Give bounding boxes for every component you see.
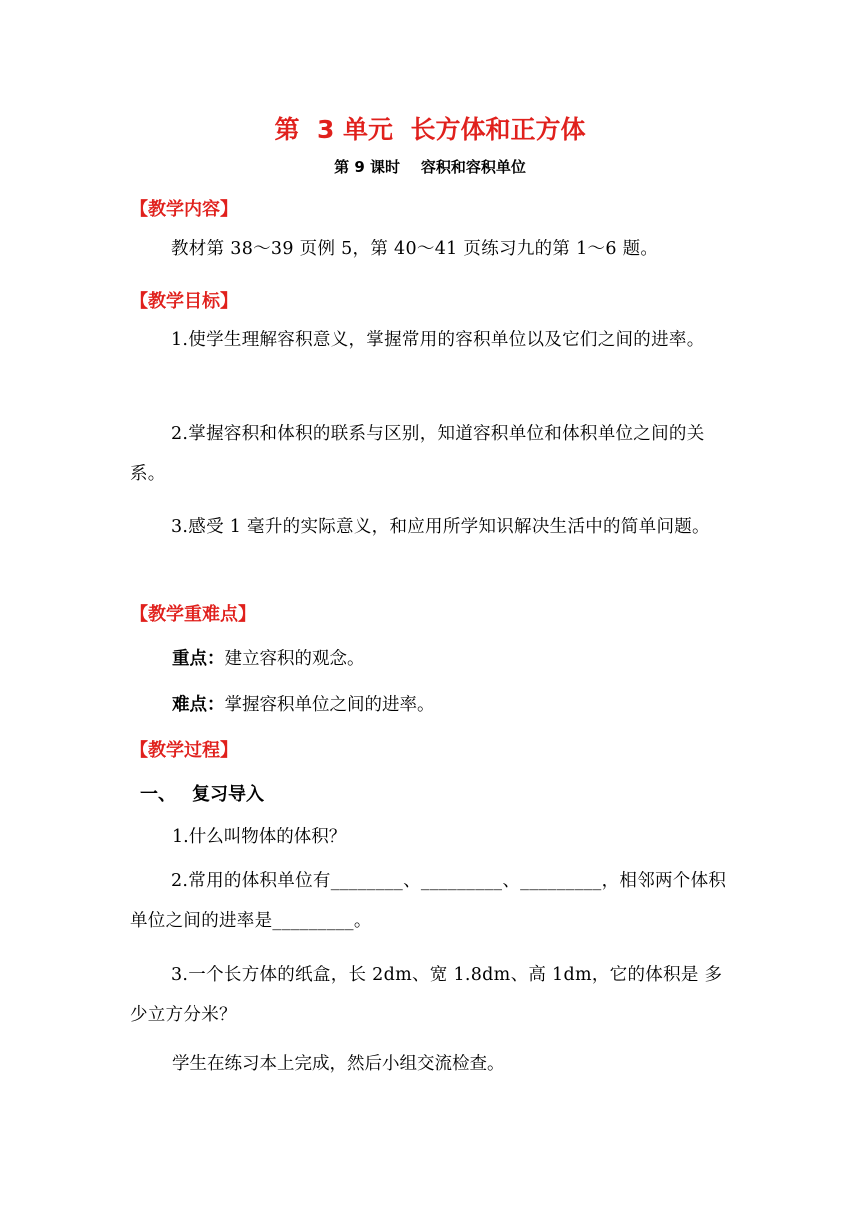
content-heading: 【教学内容】 — [130, 199, 238, 220]
lesson-subtitle: 第 9 课时 容积和容积单位 — [334, 158, 526, 176]
question-1: 1.什么叫物体的体积？ — [172, 827, 347, 847]
key-point-label: 重点： — [172, 649, 225, 669]
goal-item-2: 2.掌握容积和体积的联系与区别，知道容积单位和体积单位之间的关系。 — [130, 424, 705, 484]
content-text: 教材第 38～39 页例 5，第 40～41 页练习九的第 1～6 题。 — [171, 239, 659, 259]
step-number: 一、 — [140, 784, 176, 805]
goal-item-3: 3.感受 1 毫升的实际意义，和应用所学知识解决生活中的简单问题。 — [171, 517, 710, 537]
step-heading — [140, 780, 264, 806]
process-heading: 【教学过程】 — [130, 740, 238, 761]
goal-item-1: 1.使学生理解容积意义，掌握常用的容积单位以及它们之间的进率。 — [171, 330, 705, 350]
key-points-heading: 【教学重难点】 — [130, 604, 256, 625]
question-3: 3.一个长方体的纸盒，长 2dm、宽 1.8dm、高 1dm，它的体积是 多少立方分米？ — [130, 965, 723, 1025]
unit-title: 第 3 单元 长方体和正方体 — [274, 115, 586, 144]
practice-note: 学生在练习本上完成，然后小组交流检查。 — [172, 1054, 505, 1074]
goals-heading: 【教学目标】 — [130, 291, 238, 312]
difficulty-line — [172, 691, 435, 716]
step-title: 复习导入 — [192, 784, 264, 805]
key-point-line — [172, 645, 365, 670]
difficulty-text: 掌握容积单位之间的进率。 — [224, 695, 435, 715]
difficulty-label: 难点： — [172, 695, 225, 715]
key-point-text: 建立容积的观念。 — [224, 649, 365, 669]
question-2: 2.常用的体积单位有________、_________、_________，相邻两个体积单位之间的进率是_________。 — [130, 871, 727, 931]
